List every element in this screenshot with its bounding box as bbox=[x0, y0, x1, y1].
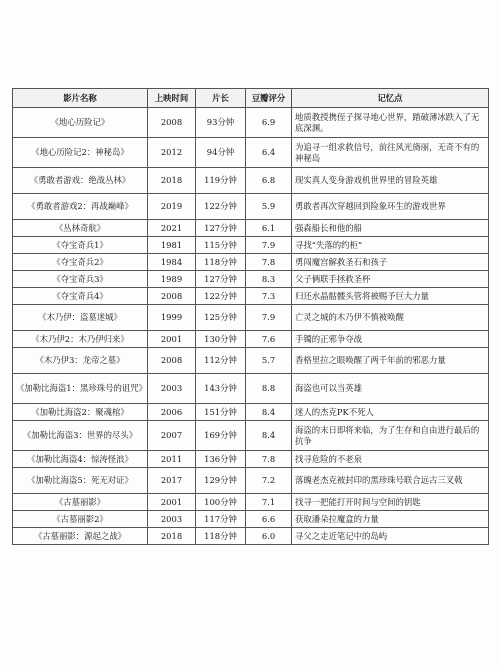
cell-length: 118分钟 bbox=[196, 528, 246, 545]
cell-title: 《加勒比海盗1：黑珍珠号的诅咒》 bbox=[13, 374, 148, 404]
cell-score: 6.6 bbox=[246, 511, 292, 528]
cell-year: 2008 bbox=[148, 348, 196, 374]
cell-year: 2021 bbox=[148, 220, 196, 237]
cell-note: 寻找“失落的约柜” bbox=[292, 237, 489, 254]
cell-title: 《夺宝奇兵4》 bbox=[13, 288, 148, 305]
header-row bbox=[13, 89, 489, 108]
cell-year: 2006 bbox=[148, 404, 196, 421]
cell-length: 125分钟 bbox=[196, 305, 246, 331]
cell-title: 《地心历险记2：神秘岛》 bbox=[13, 138, 148, 168]
cell-note: 亡灵之城的木乃伊不慎被唤醒 bbox=[292, 305, 489, 331]
header-score: 豆瓣评分 bbox=[246, 89, 292, 108]
cell-length: 127分钟 bbox=[196, 220, 246, 237]
cell-length: 119分钟 bbox=[196, 168, 246, 194]
movie-table bbox=[12, 88, 489, 545]
cell-title: 《古墓丽影2》 bbox=[13, 511, 148, 528]
cell-length: 122分钟 bbox=[196, 194, 246, 220]
cell-year: 2001 bbox=[148, 331, 196, 348]
table-row bbox=[13, 348, 489, 374]
table-row bbox=[13, 220, 489, 237]
cell-score: 7.9 bbox=[246, 237, 292, 254]
cell-note: 强森船长和他的船 bbox=[292, 220, 489, 237]
cell-score: 8.8 bbox=[246, 374, 292, 404]
cell-title: 《木乃伊2：木乃伊归来》 bbox=[13, 331, 148, 348]
table-row bbox=[13, 288, 489, 305]
cell-year: 2017 bbox=[148, 468, 196, 494]
cell-note: 找寻危险的不老泉 bbox=[292, 451, 489, 468]
cell-note: 找寻一把能打开时间与空间的钥匙 bbox=[292, 494, 489, 511]
cell-length: 100分钟 bbox=[196, 494, 246, 511]
header-length: 片长 bbox=[196, 89, 246, 108]
cell-score: 6.1 bbox=[246, 220, 292, 237]
cell-note: 父子俩联手拯救圣杯 bbox=[292, 271, 489, 288]
cell-length: 143分钟 bbox=[196, 374, 246, 404]
cell-length: 130分钟 bbox=[196, 331, 246, 348]
table-header bbox=[13, 89, 489, 108]
header-title: 影片名称 bbox=[13, 89, 148, 108]
table-row bbox=[13, 138, 489, 168]
cell-note: 归还水晶骷髅头管将被赐予巨大力量 bbox=[292, 288, 489, 305]
cell-score: 7.8 bbox=[246, 451, 292, 468]
cell-note: 海盗的末日即将来临，为了生存和自由进行最后的抗争 bbox=[292, 421, 489, 451]
cell-title: 《古墓丽影》 bbox=[13, 494, 148, 511]
cell-length: 93分钟 bbox=[196, 108, 246, 138]
cell-score: 6.8 bbox=[246, 168, 292, 194]
table-row bbox=[13, 237, 489, 254]
cell-note: 海盗也可以当英雄 bbox=[292, 374, 489, 404]
cell-note: 为追寻一组求救信号，前往风光旖丽，无奇不有的神秘岛 bbox=[292, 138, 489, 168]
table-body bbox=[13, 108, 489, 545]
table-row bbox=[13, 271, 489, 288]
header-note: 记忆点 bbox=[292, 89, 489, 108]
header-year: 上映时间 bbox=[148, 89, 196, 108]
cell-note: 现实真人变身游戏机世界里的冒险英雄 bbox=[292, 168, 489, 194]
table-row bbox=[13, 108, 489, 138]
table-row bbox=[13, 331, 489, 348]
table-row bbox=[13, 468, 489, 494]
cell-score: 8.4 bbox=[246, 421, 292, 451]
cell-note: 香格里拉之眼唤醒了两千年前的邪恶力量 bbox=[292, 348, 489, 374]
cell-note: 寻父之走近笔记中的岛屿 bbox=[292, 528, 489, 545]
cell-note: 勇闯魔宫解救圣石和孩子 bbox=[292, 254, 489, 271]
cell-note: 地质教授携侄子探寻地心世界，踏破薄冰跌入了无底深渊。 bbox=[292, 108, 489, 138]
table-row bbox=[13, 305, 489, 331]
cell-score: 7.6 bbox=[246, 331, 292, 348]
table-row bbox=[13, 494, 489, 511]
cell-title: 《夺宝奇兵1》 bbox=[13, 237, 148, 254]
cell-score: 6.4 bbox=[246, 138, 292, 168]
table-row bbox=[13, 528, 489, 545]
cell-year: 1999 bbox=[148, 305, 196, 331]
cell-score: 5.7 bbox=[246, 348, 292, 374]
cell-title: 《加勒比海盗3：世界的尽头》 bbox=[13, 421, 148, 451]
cell-year: 2007 bbox=[148, 421, 196, 451]
cell-score: 7.2 bbox=[246, 468, 292, 494]
cell-year: 2018 bbox=[148, 528, 196, 545]
cell-score: 7.8 bbox=[246, 254, 292, 271]
cell-title: 《勇敢者游戏2：再战巅峰》 bbox=[13, 194, 148, 220]
cell-year: 2003 bbox=[148, 511, 196, 528]
table-row bbox=[13, 194, 489, 220]
cell-title: 《木乃伊3：龙帝之墓》 bbox=[13, 348, 148, 374]
cell-title: 《古墓丽影：源起之战》 bbox=[13, 528, 148, 545]
cell-note: 勇敢者再次穿越回到险象环生的游戏世界 bbox=[292, 194, 489, 220]
table-row bbox=[13, 451, 489, 468]
cell-score: 8.4 bbox=[246, 404, 292, 421]
cell-length: 169分钟 bbox=[196, 421, 246, 451]
cell-note: 迷人的杰克PK不死人 bbox=[292, 404, 489, 421]
cell-length: 129分钟 bbox=[196, 468, 246, 494]
cell-year: 2019 bbox=[148, 194, 196, 220]
table-row bbox=[13, 254, 489, 271]
table-row bbox=[13, 421, 489, 451]
cell-year: 2001 bbox=[148, 494, 196, 511]
cell-length: 94分钟 bbox=[196, 138, 246, 168]
cell-score: 6.0 bbox=[246, 528, 292, 545]
cell-note: 获取潘朵拉魔盒的力量 bbox=[292, 511, 489, 528]
cell-year: 2012 bbox=[148, 138, 196, 168]
cell-year: 2008 bbox=[148, 108, 196, 138]
cell-score: 6.9 bbox=[246, 108, 292, 138]
cell-title: 《木乃伊：盗墓迷城》 bbox=[13, 305, 148, 331]
cell-title: 《地心历险记》 bbox=[13, 108, 148, 138]
cell-length: 117分钟 bbox=[196, 511, 246, 528]
cell-score: 5.9 bbox=[246, 194, 292, 220]
cell-year: 2003 bbox=[148, 374, 196, 404]
cell-length: 127分钟 bbox=[196, 271, 246, 288]
cell-year: 1984 bbox=[148, 254, 196, 271]
cell-score: 7.3 bbox=[246, 288, 292, 305]
cell-score: 7.1 bbox=[246, 494, 292, 511]
cell-note: 手镯的正邪争夺战 bbox=[292, 331, 489, 348]
cell-score: 8.3 bbox=[246, 271, 292, 288]
cell-year: 2011 bbox=[148, 451, 196, 468]
cell-title: 《加勒比海盗5：死无对证》 bbox=[13, 468, 148, 494]
cell-length: 122分钟 bbox=[196, 288, 246, 305]
cell-year: 1989 bbox=[148, 271, 196, 288]
cell-length: 136分钟 bbox=[196, 451, 246, 468]
cell-title: 《夺宝奇兵3》 bbox=[13, 271, 148, 288]
table-row bbox=[13, 168, 489, 194]
cell-note: 落魄老杰克被封印的黑珍珠号联合远古三叉戟 bbox=[292, 468, 489, 494]
cell-length: 115分钟 bbox=[196, 237, 246, 254]
cell-year: 2018 bbox=[148, 168, 196, 194]
cell-title: 《加勒比海盗2：聚魂棺》 bbox=[13, 404, 148, 421]
table-row bbox=[13, 404, 489, 421]
cell-title: 《夺宝奇兵2》 bbox=[13, 254, 148, 271]
table-row bbox=[13, 374, 489, 404]
cell-title: 《加勒比海盗4：惊涛怪浪》 bbox=[13, 451, 148, 468]
cell-year: 2008 bbox=[148, 288, 196, 305]
cell-score: 7.9 bbox=[246, 305, 292, 331]
cell-length: 112分钟 bbox=[196, 348, 246, 374]
cell-title: 《丛林奇航》 bbox=[13, 220, 148, 237]
cell-year: 1981 bbox=[148, 237, 196, 254]
cell-title: 《勇敢者游戏：绝战丛林》 bbox=[13, 168, 148, 194]
cell-length: 151分钟 bbox=[196, 404, 246, 421]
cell-length: 118分钟 bbox=[196, 254, 246, 271]
table-row bbox=[13, 511, 489, 528]
